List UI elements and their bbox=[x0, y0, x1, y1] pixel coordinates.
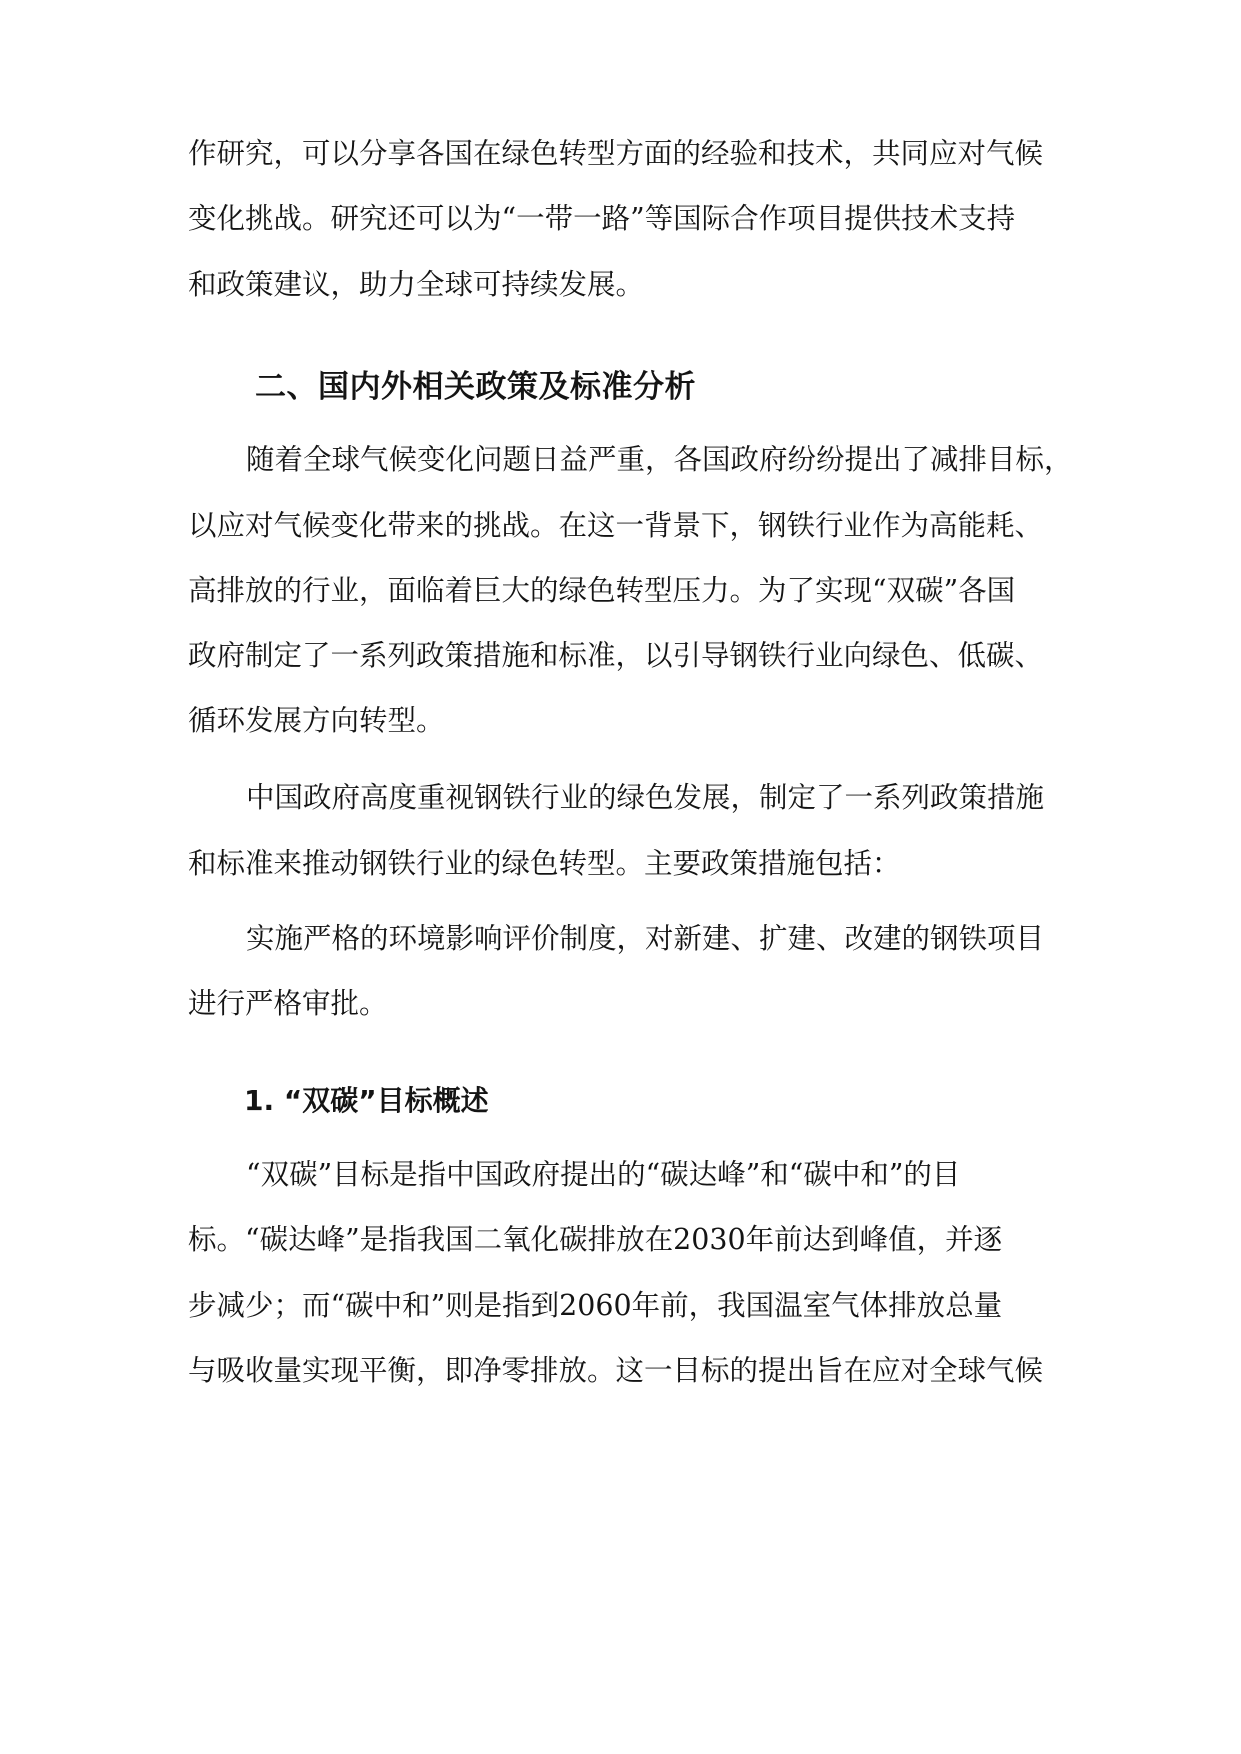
paragraph-line: 变化挑战。研究还可以为“一带一路”等国际合作项目提供技术支持 bbox=[188, 202, 1016, 235]
paragraph-line: 实施严格的环境影响评价制度，对新建、扩建、改建的钢铁项目 bbox=[246, 922, 1045, 955]
paragraph-line: “双碳”目标是指中国政府提出的“碳达峰”和“碳中和”的目 bbox=[246, 1158, 961, 1191]
paragraph-line: 政府制定了一系列政策措施和标准，以引导钢铁行业向绿色、低碳、 bbox=[188, 639, 1044, 672]
paragraph-line: 进行严格审批。 bbox=[188, 987, 388, 1020]
paragraph-line: 和标准来推动钢铁行业的绿色转型。主要政策措施包括： bbox=[188, 847, 901, 880]
paragraph-line: 和政策建议，助力全球可持续发展。 bbox=[188, 268, 645, 301]
section-heading: 二、国内外相关政策及标准分析 bbox=[255, 369, 696, 405]
paragraph-line: 步减少；而“碳中和”则是指到2060年前，我国温室气体排放总量 bbox=[188, 1289, 1003, 1322]
paragraph-line: 循环发展方向转型。 bbox=[188, 704, 445, 737]
paragraph-line: 作研究，可以分享各国在绿色转型方面的经验和技术，共同应对气候 bbox=[188, 137, 1044, 170]
paragraph-line: 高排放的行业，面临着巨大的绿色转型压力。为了实现“双碳”各国 bbox=[188, 574, 1016, 607]
paragraph-line: 中国政府高度重视钢铁行业的绿色发展，制定了一系列政策措施 bbox=[246, 781, 1045, 814]
paragraph-line: 以应对气候变化带来的挑战。在这一背景下，钢铁行业作为高能耗、 bbox=[188, 509, 1044, 542]
subsection-heading: 1. “双碳”目标概述 bbox=[244, 1084, 489, 1117]
paragraph-line: 与吸收量实现平衡，即净零排放。这一目标的提出旨在应对全球气候 bbox=[188, 1354, 1044, 1387]
paragraph-line: 标。“碳达峰”是指我国二氧化碳排放在2030年前达到峰值，并逐 bbox=[188, 1223, 1003, 1256]
paragraph-line: 随着全球气候变化问题日益严重，各国政府纷纷提出了减排目标， bbox=[246, 443, 1073, 476]
